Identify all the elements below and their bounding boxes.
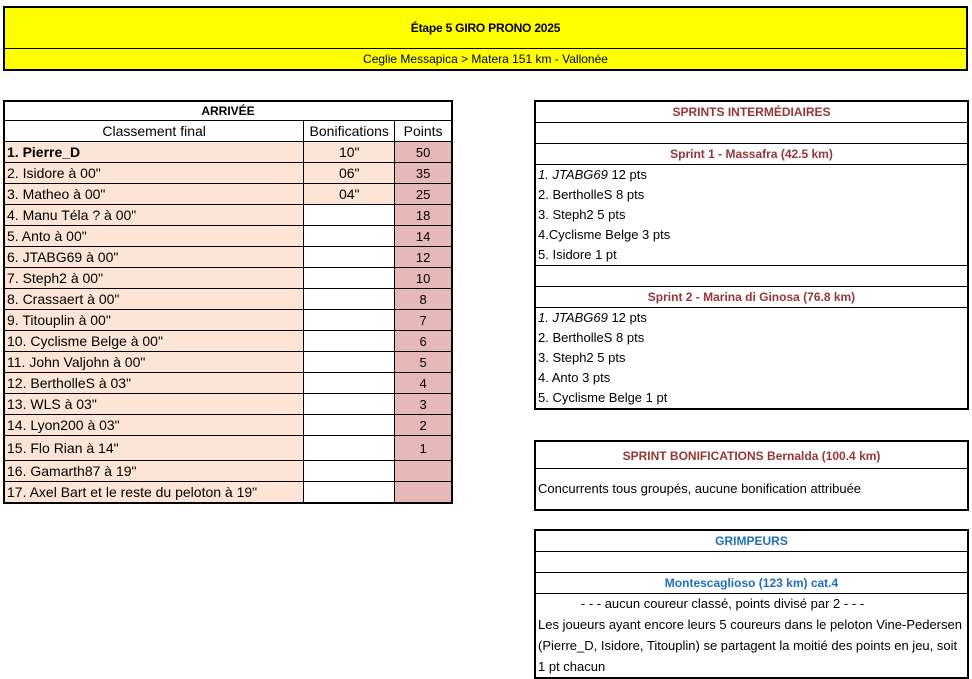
- rider-name: 8. Crassaert à 00": [4, 289, 304, 310]
- rider-name: 6. JTABG69 à 00": [4, 247, 304, 268]
- rider-points: 6: [395, 331, 452, 352]
- rider-points: 12: [395, 247, 452, 268]
- table-row: [4, 394, 452, 415]
- rider-bonif: [304, 289, 395, 310]
- sprint1-result: 5. Isidore 1 pt: [536, 245, 967, 266]
- rider-points: 3: [395, 394, 452, 415]
- table-row: [4, 247, 452, 268]
- stage-route: Ceglie Messapica > Matera 151 km - Vallonée: [363, 52, 608, 66]
- table-row: [4, 352, 452, 373]
- sprint2-result: 5. Cyclisme Belge 1 pt: [538, 390, 668, 405]
- sprint1-result: 4.Cyclisme Belge 3 pts: [538, 227, 671, 242]
- rider-bonif: [304, 461, 395, 482]
- sprints-title: SPRINTS INTERMÉDIAIRES: [536, 102, 967, 123]
- rider-bonif: [304, 436, 395, 461]
- rider-bonif: [304, 205, 395, 226]
- rider-points: 8: [395, 289, 452, 310]
- climb-title: Montescaglioso (123 km) cat.4: [536, 573, 967, 594]
- table-row: [4, 184, 452, 205]
- sprint1-result: 3. Steph2 5 pts: [538, 207, 626, 222]
- sprint2-result: 2. BertholleS 8 pts: [538, 330, 645, 345]
- rider-name: 2. Isidore à 00": [4, 163, 304, 184]
- table-row: [4, 482, 452, 504]
- rider-points: 2: [395, 415, 452, 436]
- rider-points: [395, 482, 452, 504]
- rider-bonif: [304, 268, 395, 289]
- table-row: [4, 142, 452, 163]
- table-row: [4, 205, 452, 226]
- table-row: [4, 331, 452, 352]
- rider-points: 10: [395, 268, 452, 289]
- rider-bonif: [304, 415, 395, 436]
- spacer-row: [536, 266, 967, 287]
- table-row: [4, 461, 452, 482]
- rider-bonif: 10": [304, 142, 395, 163]
- rider-name: 14. Lyon200 à 03": [4, 415, 304, 436]
- climb-note: - - - aucun coureur classé, points divisé par 2 - - -: [580, 596, 865, 611]
- rider-bonif: 04": [304, 184, 395, 205]
- spacer-row: [536, 123, 967, 144]
- rider-bonif: [304, 373, 395, 394]
- rider-points: [395, 461, 452, 482]
- rider-name: 9. Titouplin à 00": [4, 310, 304, 331]
- sprint2-result: 4. Anto 3 pts: [538, 370, 611, 385]
- rider-points: 14: [395, 226, 452, 247]
- rider-bonif: 06": [304, 163, 395, 184]
- rider-points: 35: [395, 163, 452, 184]
- rider-bonif: [304, 247, 395, 268]
- sprint1-title: Sprint 1 - Massafra (42.5 km): [536, 144, 967, 165]
- rider-bonif: [304, 394, 395, 415]
- stage-title: Étape 5 GIRO PRONO 2025: [5, 8, 966, 49]
- rider-points: 50: [395, 142, 452, 163]
- rider-points: 18: [395, 205, 452, 226]
- rider-name: 1. Pierre_D: [4, 142, 304, 163]
- rider-points: 25: [395, 184, 452, 205]
- arrivee-title: ARRIVÉE: [4, 101, 452, 121]
- rider-name: 10. Cyclisme Belge à 00": [4, 331, 304, 352]
- sprint2-title: Sprint 2 - Marina di Ginosa (76.8 km): [536, 287, 967, 308]
- grimpeurs-panel: [534, 529, 969, 679]
- sprint2-winner-points: 12 pts: [607, 310, 647, 325]
- col-bonifications: Bonifications: [304, 121, 395, 142]
- table-row: [4, 289, 452, 310]
- sprints-panel: [534, 100, 969, 410]
- rider-name: 11. John Valjohn à 00": [4, 352, 304, 373]
- grimpeurs-title: GRIMPEURS: [536, 531, 967, 552]
- col-classement: Classement final: [4, 121, 304, 142]
- bonifications-title: SPRINT BONIFICATIONS Bernalda (100.4 km): [536, 442, 967, 469]
- sprint1-winner-points: 12 pts: [607, 167, 647, 182]
- rider-bonif: [304, 352, 395, 373]
- sprint1-result: [536, 165, 967, 185]
- stage-banner: [3, 6, 968, 71]
- spacer-row: [536, 552, 967, 573]
- bonifications-panel: [534, 440, 969, 511]
- rider-points: 7: [395, 310, 452, 331]
- rider-points: 5: [395, 352, 452, 373]
- rider-name: 3. Matheo à 00": [4, 184, 304, 205]
- table-row: [4, 163, 452, 184]
- rider-name: 12. BertholleS à 03": [4, 373, 304, 394]
- bonifications-text: Concurrents tous groupés, aucune bonification attribuée: [538, 481, 862, 496]
- table-row: [4, 373, 452, 394]
- rider-name: 5. Anto à 00": [4, 226, 304, 247]
- rider-points: 1: [395, 436, 452, 461]
- col-points: Points: [395, 121, 452, 142]
- rider-points: 4: [395, 373, 452, 394]
- rider-name: 17. Axel Bart et le reste du peloton à 19": [4, 482, 304, 504]
- sprint1-winner: 1. JTABG69: [538, 167, 608, 182]
- rider-name: 13. WLS à 03": [4, 394, 304, 415]
- sprint2-result: [536, 308, 967, 328]
- arrivee-table: [3, 100, 453, 504]
- table-row: [4, 415, 452, 436]
- rider-name: 15. Flo Rian à 14": [4, 436, 304, 461]
- rider-bonif: [304, 310, 395, 331]
- table-row: [4, 310, 452, 331]
- rider-bonif: [304, 482, 395, 504]
- sprint1-result: 2. BertholleS 8 pts: [538, 187, 645, 202]
- rider-bonif: [304, 331, 395, 352]
- table-row: [4, 226, 452, 247]
- table-row: [4, 268, 452, 289]
- rider-name: 4. Manu Téla ? à 00": [4, 205, 304, 226]
- climb-text: Les joueurs ayant encore leurs 5 coureurs dans le peloton Vine-Pedersen (Pierre_D, Isidore, Titouplin) se partagent la moitié des points en jeu, soit 1 pt chacun: [538, 617, 962, 674]
- rider-name: 16. Gamarth87 à 19": [4, 461, 304, 482]
- rider-name: 7. Steph2 à 00": [4, 268, 304, 289]
- sprint2-result: 3. Steph2 5 pts: [538, 350, 626, 365]
- rider-bonif: [304, 226, 395, 247]
- sprint2-winner: 1. JTABG69: [538, 310, 608, 325]
- table-row: [4, 436, 452, 461]
